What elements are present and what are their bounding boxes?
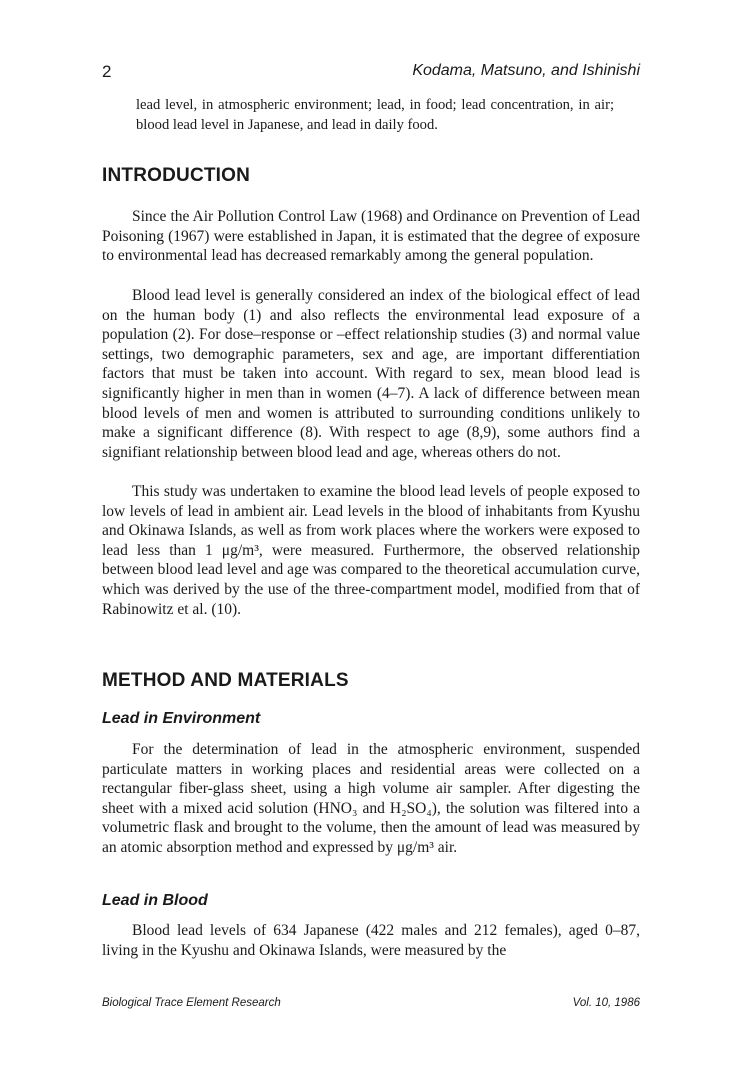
- intro-paragraph-2: Blood lead level is generally considered an index of the biological effect of lead on the human body (1) and also reflects the environmental lead exposure of a population (2). For dose–response or –effect relationship studies (3) and normal value settings, two demographic parameters, sex and age, are important differentiation factors that must be taken into account. With regard to sex, mean blood lead is significantly higher in men than in women (4–7). A lack of difference between mean blood levels of men and women is attributed to surrounding conditions unlikely to make a significant difference (8). With respect to age (8,9), some authors find a signifiant relationship between blood lead and age, whereas others do not.: [102, 287, 640, 461]
- lead-in-environment-subheading: Lead in Environment: [102, 710, 261, 727]
- lead-in-blood-paragraph: Blood lead levels of 634 Japanese (422 males and 212 females), aged 0–87, living in the Kyushu and Okinawa Islands, were measured by the: [102, 922, 640, 959]
- footer-volume: Vol. 10, 1986: [572, 997, 640, 1009]
- page-header: [102, 62, 640, 84]
- intro-paragraph-1: Since the Air Pollution Control Law (1968) and Ordinance on Prevention of Lead Poisoning (1967) were established in Japan, it is estimated that the degree of exposure to environmental lead has decreased remarkably among the general population.: [102, 208, 640, 265]
- footer-journal-name: Biological Trace Element Research: [102, 997, 281, 1009]
- introduction-heading: INTRODUCTION: [102, 165, 251, 186]
- keywords-continuation: lead level, in atmospheric environment; lead, in food; lead concentration, in air; blood lead level in Japanese, and lead in daily food.: [136, 97, 614, 133]
- lead-in-environment-paragraph: For the determination of lead in the atmospheric environment, suspended particulate matters in working places and residential areas were collected on a rectangular fiber-glass sheet, using a high volume air sampler. After digesting the sheet with a mixed acid solution (HNO₃ and H₂SO₄), the solution was filtered into a volumetric flask and brought to the volume, then the amount of lead was measured by an atomic absorption method and expressed by μg/m³ air.: [102, 741, 640, 856]
- running-head-authors: Kodama, Matsuno, and Ishinishi: [412, 62, 640, 79]
- intro-paragraph-3: This study was undertaken to examine the blood lead levels of people exposed to low levels of lead in ambient air. Lead levels in the blood of inhabitants from Kyushu and Okinawa Islands, as well as from work places where the workers were exposed to lead less than 1 μg/m³, were measured. Furthermore, the observed relationship between blood lead level and age was compared to the theoretical accumulation curve, which was derived by the use of the three-compartment model, modified from that of Rabinowitz et al. (10).: [102, 483, 640, 618]
- methods-heading: METHOD AND MATERIALS: [102, 670, 349, 691]
- page-number: 2: [102, 62, 112, 81]
- lead-in-blood-subheading: Lead in Blood: [102, 892, 208, 909]
